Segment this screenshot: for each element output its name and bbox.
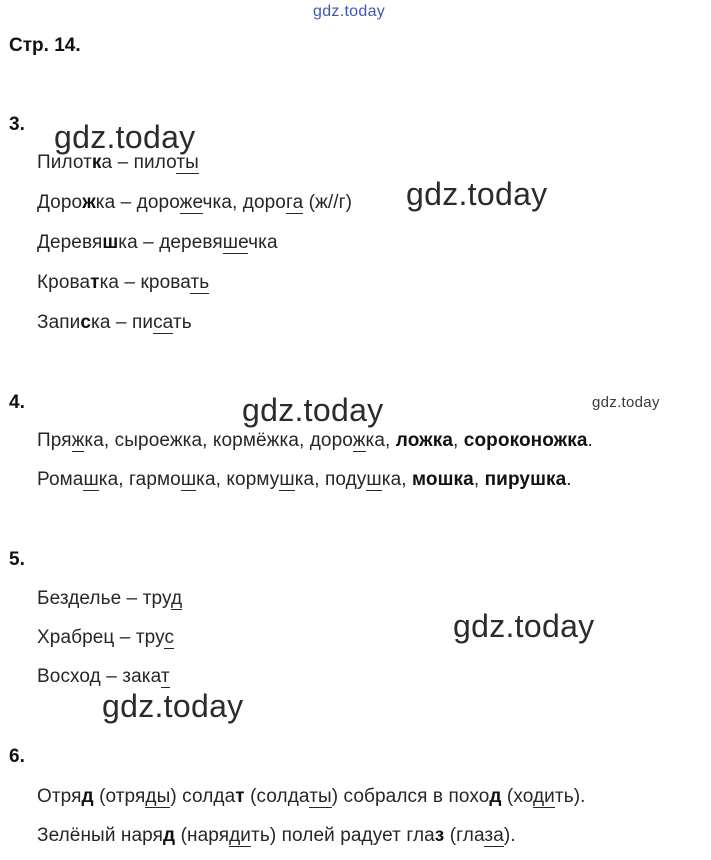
text-segment: ка – пи xyxy=(91,312,154,333)
bold-letter: сороконожка xyxy=(463,430,588,451)
task3-line-2 xyxy=(37,192,352,214)
bold-letter: д xyxy=(163,825,176,846)
task5-line-1 xyxy=(37,588,182,610)
underlined-letters: ж xyxy=(352,430,366,451)
bold-letter: с xyxy=(80,312,92,333)
underlined-letters: т xyxy=(160,666,170,687)
bold-letter: т xyxy=(90,272,100,293)
text-segment: , xyxy=(453,430,464,451)
text-segment: (гла xyxy=(444,825,485,846)
bold-letter: мошка xyxy=(412,469,474,490)
text-segment: Отря xyxy=(37,786,82,807)
task5-line-3 xyxy=(37,666,170,688)
text-segment: . xyxy=(587,430,593,451)
text-segment: Рома xyxy=(37,469,84,490)
bold-letter: к xyxy=(91,152,102,173)
underlined-letters: ди xyxy=(533,786,555,807)
underlined-letters: га xyxy=(285,192,304,213)
text-segment: (солда xyxy=(244,786,310,807)
bold-letter: пирушка xyxy=(484,469,567,490)
bold-letter: д xyxy=(489,786,502,807)
text-segment: ка – доро xyxy=(95,192,180,213)
text-segment: Деревя xyxy=(37,232,103,253)
underlined-letters: ть xyxy=(190,272,210,293)
text-segment: чка, доро xyxy=(202,192,286,213)
text-segment: Пря xyxy=(37,430,72,451)
underlined-letters: с xyxy=(164,627,175,648)
task3-line-4 xyxy=(37,272,209,294)
task-number: 5. xyxy=(9,549,25,570)
text-segment: Безделье – тру xyxy=(37,588,171,609)
watermark-4: gdz.today xyxy=(592,394,660,411)
text-segment: чка xyxy=(248,232,278,253)
underlined-letters: ди xyxy=(229,825,252,846)
text-segment: ка, корму xyxy=(196,469,280,490)
underlined-letters: ш xyxy=(83,469,99,490)
text-segment: ть xyxy=(172,312,192,333)
bold-letter: ш xyxy=(102,232,119,253)
task-number: 6. xyxy=(9,746,25,767)
task3-line-3 xyxy=(37,232,278,254)
text-segment: Зелёный наря xyxy=(37,825,164,846)
task3-line-5 xyxy=(37,312,192,334)
text-segment: Доро xyxy=(37,192,83,213)
text-segment: ка, xyxy=(381,469,412,490)
task6-line-1 xyxy=(37,786,586,808)
text-segment: ). xyxy=(503,825,516,846)
text-segment: Запи xyxy=(37,312,81,333)
page-label: Стр. 14. xyxy=(9,35,81,56)
task4-line-2 xyxy=(37,469,572,491)
task4-line-1 xyxy=(37,430,593,452)
watermark-5: gdz.today xyxy=(453,608,595,644)
text-segment: (ж//г) xyxy=(303,192,353,213)
watermark-6: gdz.today xyxy=(102,688,244,724)
task5-line-2 xyxy=(37,627,174,649)
text-segment: . xyxy=(566,469,572,490)
task-number: 4. xyxy=(9,392,25,413)
underlined-letters: са xyxy=(153,312,173,333)
text-segment: ка – крова xyxy=(99,272,191,293)
text-segment: ка, поду xyxy=(294,469,367,490)
watermark-2: gdz.today xyxy=(406,176,548,212)
text-segment: а – пило xyxy=(101,152,177,173)
watermark-1: gdz.today xyxy=(54,119,196,155)
underlined-letters: д xyxy=(170,588,183,609)
bold-letter: ложка xyxy=(395,430,454,451)
task3-line-1 xyxy=(37,152,199,174)
task-number: 3. xyxy=(9,114,25,135)
bold-letter: ж xyxy=(82,192,96,213)
underlined-letters: ш xyxy=(366,469,382,490)
underlined-letters: ш xyxy=(180,469,197,490)
bold-letter: д xyxy=(81,786,94,807)
underlined-letters: ты xyxy=(176,152,199,173)
underlined-letters: ж xyxy=(71,430,85,451)
text-segment: (наря xyxy=(175,825,230,846)
text-segment: Пилот xyxy=(37,152,92,173)
text-segment: ть) полей радует гла xyxy=(251,825,435,846)
text-segment: ) солда xyxy=(170,786,236,807)
bold-letter: т xyxy=(235,786,245,807)
text-segment: ) собрался в похо xyxy=(331,786,490,807)
text-segment: Восход – зака xyxy=(37,666,161,687)
underlined-letters: же xyxy=(179,192,203,213)
text-segment: ка, xyxy=(365,430,396,451)
task6-line-2 xyxy=(37,825,516,847)
text-segment: ка, сыроежка, кормёжка, доро xyxy=(84,430,353,451)
watermark-top: gdz.today xyxy=(313,3,386,20)
text-segment: , xyxy=(473,469,485,490)
underlined-letters: ды xyxy=(145,786,171,807)
bold-letter: з xyxy=(434,825,445,846)
underlined-letters: ш xyxy=(279,469,295,490)
text-segment: ть). xyxy=(554,786,586,807)
text-segment: (хо xyxy=(501,786,533,807)
text-segment: (отря xyxy=(93,786,146,807)
text-segment: Крова xyxy=(37,272,91,293)
text-segment: Храбрец – тру xyxy=(37,627,165,648)
underlined-letters: ше xyxy=(222,232,249,253)
text-segment: ка, гармо xyxy=(98,469,181,490)
underlined-letters: ты xyxy=(309,786,332,807)
text-segment: ка – деревя xyxy=(118,232,223,253)
underlined-letters: за xyxy=(484,825,504,846)
watermark-3: gdz.today xyxy=(242,392,384,428)
